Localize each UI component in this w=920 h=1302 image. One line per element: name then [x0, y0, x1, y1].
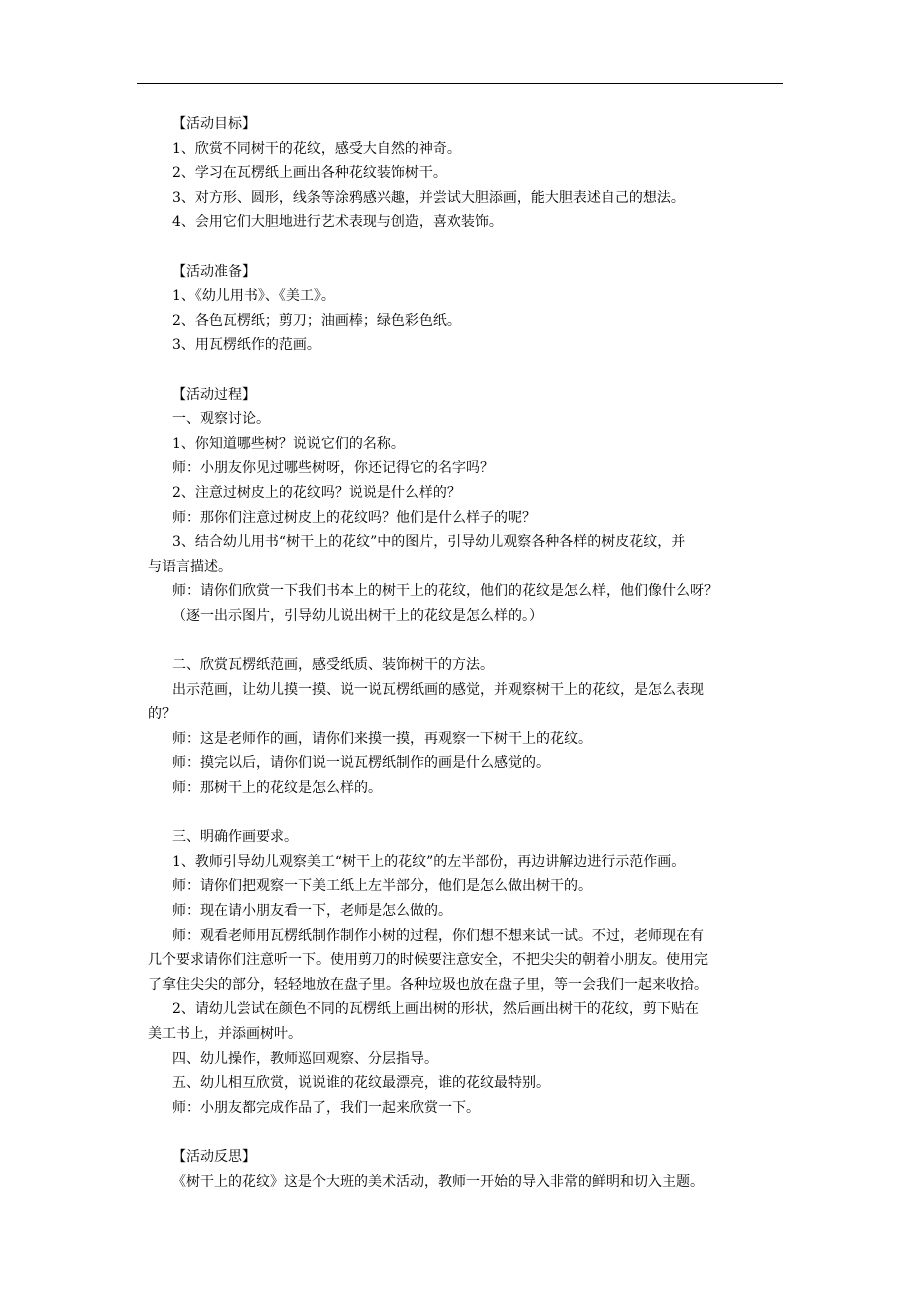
process-line-4: 2、注意过树皮上的花纹吗？说说是什么样的？: [172, 484, 461, 501]
section-heading-goals: 【活动目标】: [172, 116, 256, 132]
section-heading-reflection: 【活动反思】: [172, 1148, 256, 1165]
section-heading-preparation: 【活动准备】: [172, 263, 256, 280]
prep-line-2: 2、各色瓦楞纸；剪刀；油画棒；绿色彩色纸。: [172, 312, 461, 329]
prep-line-3: 3、用瓦楞纸作的范画。: [172, 337, 321, 354]
section-gap: [148, 628, 796, 653]
requirements-line-2: 师：请你们把观察一下美工纸上左半部分，他们是怎么做出树干的。: [172, 878, 592, 895]
process-line-8: 师：请你们欣赏一下我们书本上的树干上的花纹，他们的花纹是怎么样，他们像什么呀？: [172, 583, 718, 600]
process-line-6: 3、结合幼儿用书“树干上的花纹”中的图片，引导幼儿观察各种各样的树皮花纹，并: [172, 534, 686, 551]
section-heading-requirements: 三、明确作画要求。: [172, 829, 298, 846]
requirements-line-4: 师：观看老师用瓦楞纸制作制作小树的过程，你们想不想来试一试。不过，老师现在有: [172, 927, 704, 944]
document-body: [148, 112, 796, 1194]
requirements-line-10: 五、幼儿相互欣赏，说说谁的花纹最漂亮，谁的花纹最特别。: [172, 1075, 550, 1092]
process-line-3: 师：小朋友你见过哪些树呀，你还记得它的名字吗？: [172, 460, 494, 477]
appreciation-line-5: 师：那树干上的花纹是怎么样的。: [172, 780, 382, 797]
requirements-line-8: 美工书上，并添画树叶。: [148, 1025, 302, 1042]
requirements-line-5: 几个要求请你们注意听一下。使用剪刀的时候要注意安全，不把尖尖的朝着小朋友。使用完: [148, 952, 708, 969]
appreciation-line-4: 师：摸完以后，请你们说一说瓦楞纸制作的画是什么感觉的。: [172, 755, 550, 772]
section-gap: [148, 801, 796, 826]
header-rule: [137, 83, 783, 84]
process-line-2: 1、你知道哪些树？说说它们的名称。: [172, 435, 405, 452]
prep-line-1: 1、《幼儿用书》、《美工》。: [172, 288, 335, 305]
goal-line-4: 4、会用它们大胆地进行艺术表现与创造，喜欢装饰。: [172, 214, 503, 231]
goal-line-2: 2、学习在瓦楞纸上画出各种花纹装饰树干。: [172, 165, 447, 182]
section-heading-process: 【活动过程】: [172, 386, 256, 403]
requirements-line-1: 1、教师引导幼儿观察美工“树干上的花纹”的左半部份，再边讲解边进行示范作画。: [172, 853, 686, 870]
process-line-5: 师：那你们注意过树皮上的花纹吗？他们是什么样子的呢？: [172, 509, 536, 526]
requirements-line-7: 2、请幼儿尝试在颜色不同的瓦楞纸上画出树的形状，然后画出树干的花纹，剪下贴在: [172, 1001, 699, 1018]
section-gap: [148, 1120, 796, 1145]
reflection-line-1: 《树干上的花纹》这是个大班的美术活动，教师一开始的导入非常的鲜明和切入主题。: [172, 1173, 704, 1190]
process-line-1: 一、观察讨论。: [172, 411, 270, 428]
requirements-line-9: 四、幼儿操作，教师巡回观察、分层指导。: [172, 1050, 438, 1067]
goal-line-1: 1、欣赏不同树干的花纹，感受大自然的神奇。: [172, 140, 461, 157]
section-heading-appreciation: 二、欣赏瓦楞纸范画，感受纸质、装饰树干的方法。: [172, 657, 494, 674]
requirements-line-11: 师：小朋友都完成作品了，我们一起来欣赏一下。: [172, 1099, 480, 1116]
process-line-9: （逐一出示图片，引导幼儿说出树干上的花纹是怎么样的。）: [172, 607, 543, 624]
section-gap: [148, 358, 796, 383]
goal-line-3: 3、对方形、圆形，线条等涂鸦感兴趣，并尝试大胆添画，能大胆表述自己的想法。: [172, 189, 685, 206]
section-gap: [148, 235, 796, 260]
appreciation-line-2: 的？: [148, 706, 176, 723]
appreciation-line-1: 出示范画，让幼儿摸一摸、说一说瓦楞纸画的感觉，并观察树干上的花纹，是怎么表现: [172, 681, 704, 698]
requirements-line-3: 师：现在请小朋友看一下，老师是怎么做的。: [172, 903, 452, 919]
process-line-7: 与语言描述。: [148, 558, 232, 575]
appreciation-line-3: 师：这是老师作的画，请你们来摸一摸，再观察一下树干上的花纹。: [172, 730, 592, 747]
requirements-line-6: 了拿住尖尖的部分，轻轻地放在盘子里。各种垃圾也放在盘子里，等一会我们一起来收拾。: [148, 976, 708, 993]
